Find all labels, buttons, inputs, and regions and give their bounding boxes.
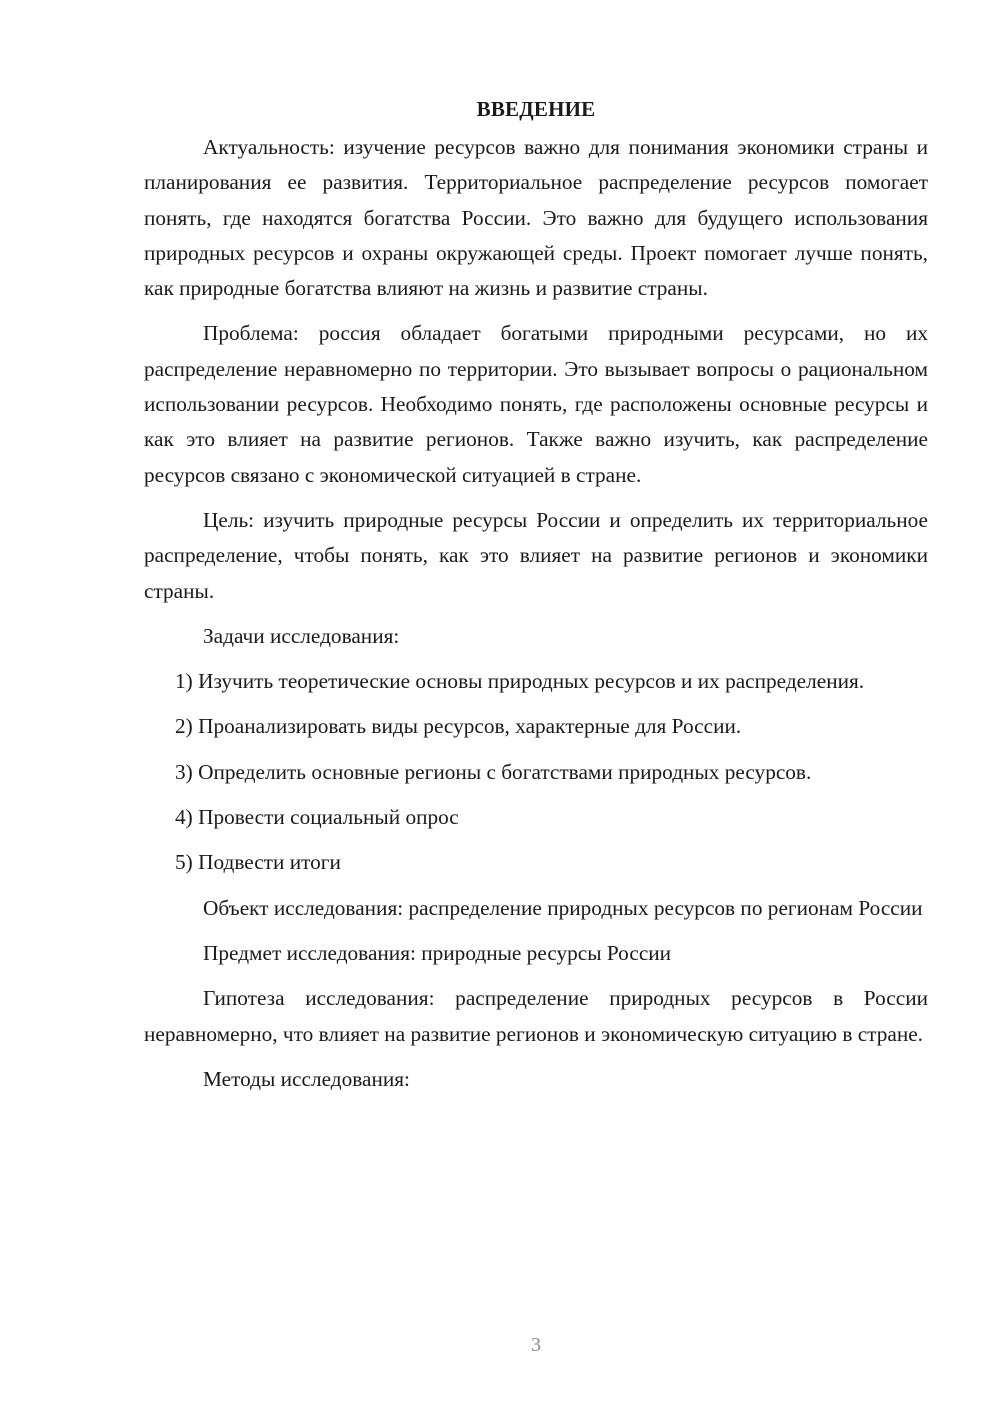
paragraph-object: Объект исследования: распределение природных ресурсов по регионам России: [203, 895, 923, 920]
page-number: 3: [531, 1334, 541, 1356]
paragraph-goal: Цель: изучить природные ресурсы России и определить их территориальное распределение, чтобы понять, как это влияет на развитие регионов и экономики страны.: [144, 507, 928, 603]
task-item-2: 2) Проанализировать виды ресурсов, характерные для России.: [175, 714, 742, 739]
paragraph-problem: Проблема: россия обладает богатыми природными ресурсами, но их распределение неравномерно по территории. Это вызывает вопросы о рациональном использовании ресурсов. Необходимо понять, где расположены основные ресурсы и как это влияет на развитие регионов. Также важно изучить, как распределение ресурсов связано с экономической ситуацией в стране.: [144, 321, 928, 487]
task-item-5: 5) Подвести итоги: [175, 850, 341, 875]
paragraph-methods: Методы исследования:: [203, 1066, 410, 1091]
task-item-1: 1) Изучить теоретические основы природных ресурсов и их распределения.: [175, 669, 865, 694]
task-item-4: 4) Провести социальный опрос: [175, 805, 459, 830]
paragraph-tasks-heading: Задачи исследования:: [203, 623, 400, 648]
document-page: [144, 92, 928, 1107]
page-title: ВВЕДЕНИЕ: [476, 97, 596, 121]
task-item-3: 3) Определить основные регионы с богатствами природных ресурсов.: [175, 759, 812, 784]
paragraph-relevance: Актуальность: изучение ресурсов важно для понимания экономики страны и планирования ее развития. Территориальное распределение ресурсов помогает понять, где находятся богатства России. Это важно для будущего использования природных ресурсов и охраны окружающей среды. Проект помогает лучше понять, как природные богатства влияют на жизнь и развитие страны.: [144, 135, 928, 301]
paragraph-hypothesis: Гипотеза исследования: распределение природных ресурсов в России неравномерно, что влияет на развитие регионов и экономическую ситуацию в стране.: [144, 986, 928, 1046]
paragraph-subject: Предмет исследования: природные ресурсы России: [203, 940, 672, 965]
